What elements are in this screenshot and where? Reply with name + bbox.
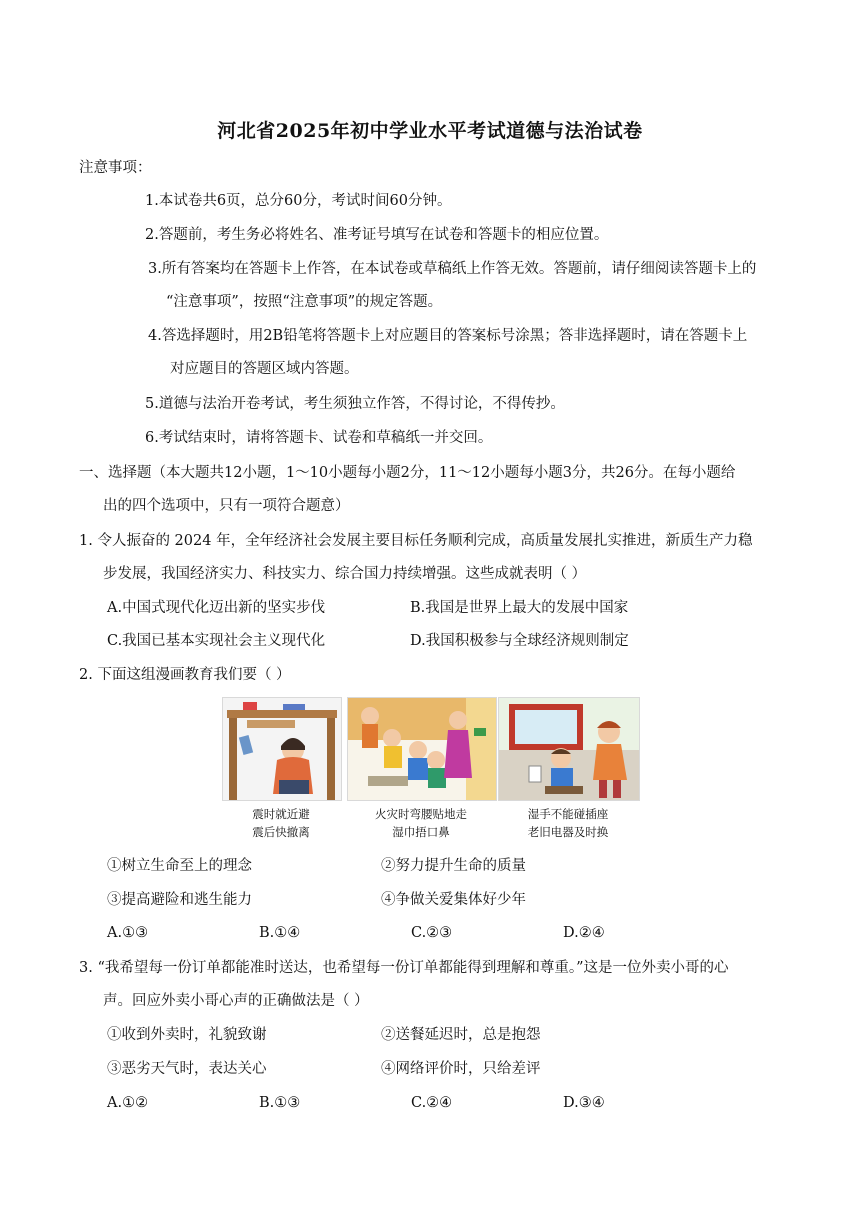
question-3-option-b: B.①③ [259,1095,301,1111]
notice-item-4: 4.答选择题时，用2B铅笔将答题卡上对应题目的答案标号涂黑；答非选择题时，请在答题卡上 [148,328,748,344]
fire-escape-illustration [348,698,496,800]
page-title: 河北省2025年初中学业水平考试道德与法治试卷 [217,120,643,142]
question-2-option-b: B.①④ [259,925,301,941]
earthquake-illustration [223,698,341,800]
question-2-statement-1: ①树立生命至上的理念 [107,858,252,874]
question-2-statement-2: ②努力提升生命的质量 [381,858,526,874]
question-1-stem-cont: 步发展，我国经济实力、科技实力、综合国力持续增强。这些成就表明（ ） [103,566,587,582]
question-2-option-c: C.②③ [411,925,453,941]
question-3-statement-3: ③恶劣天气时，表达关心 [107,1061,267,1077]
question-2-statement-3: ③提高避险和逃生能力 [107,892,252,908]
question-3-statement-2: ②送餐延迟时，总是抱怨 [381,1027,541,1043]
notice-item-6: 6.考试结束时，请将答题卡、试卷和草稿纸一并交回。 [145,430,493,446]
question-3-statement-4: ④网络评价时，只给差评 [381,1061,541,1077]
question-3-option-d: D.③④ [563,1095,605,1111]
notice-heading: 注意事项： [79,160,152,176]
comic-panel-earthquake [222,697,342,801]
question-1-option-b: B.我国是世界上最大的发展中国家 [410,600,629,616]
section-heading-cont: 出的四个选项中，只有一项符合题意） [103,498,350,514]
electric-safety-illustration [499,698,639,800]
question-3-option-a: A.①② [107,1095,149,1111]
question-3-option-c: C.②④ [411,1095,453,1111]
notice-item-4-cont: 对应题目的答题区域内答题。 [170,361,359,377]
question-2-option-a: A.①③ [107,925,149,941]
question-1-stem: 1. 令人振奋的 2024 年，全年经济社会发展主要目标任务顺利完成，高质量发展扎实推进，新质生产力稳 [79,533,753,549]
question-1-option-a: A.中国式现代化迈出新的坚实步伐 [107,600,326,616]
comic-caption-earthquake: 震时就近避 震后快撤离 [252,807,310,839]
question-3-stem-cont: 声。回应外卖小哥心声的正确做法是（ ） [103,993,369,1009]
notice-item-5: 5.道德与法治开卷考试，考生须独立作答，不得讨论，不得传抄。 [145,396,565,412]
comic-caption-electric-safety: 湿手不能碰插座 老旧电器及时换 [527,807,609,839]
question-3-statement-1: ①收到外卖时，礼貌致谢 [107,1027,267,1043]
comic-panel-fire-escape [347,697,497,801]
question-1-option-c: C.我国已基本实现社会主义现代化 [107,633,326,649]
question-2-stem: 2. 下面这组漫画教育我们要（ ） [79,667,291,683]
section-heading: 一、选择题（本大题共12小题，1～10小题每小题2分，11～12小题每小题3分，共26分。在每小题给 [79,465,736,481]
notice-item-2: 2.答题前，考生务必将姓名、准考证号填写在试卷和答题卡的相应位置。 [145,227,609,243]
question-2-option-d: D.②④ [563,925,605,941]
notice-item-1: 1.本试卷共6页，总分60分，考试时间60分钟。 [145,193,452,209]
question-2-statement-4: ④争做关爱集体好少年 [381,892,526,908]
notice-item-3: 3.所有答案均在答题卡上作答，在本试卷或草稿纸上作答无效。答题前，请仔细阅读答题卡上的 [148,261,757,277]
comic-caption-fire-escape: 火灾时弯腰贴地走 湿巾捂口鼻 [375,807,467,839]
notice-item-3-cont: “注意事项”，按照“注意事项”的规定答题。 [166,294,443,310]
comic-panel-electric-safety [498,697,640,801]
question-3-stem: 3. “我希望每一份订单都能准时送达，也希望每一份订单都能得到理解和尊重。”这是一位外卖小哥的心 [79,960,729,976]
question-1-option-d: D.我国积极参与全球经济规则制定 [410,633,629,649]
